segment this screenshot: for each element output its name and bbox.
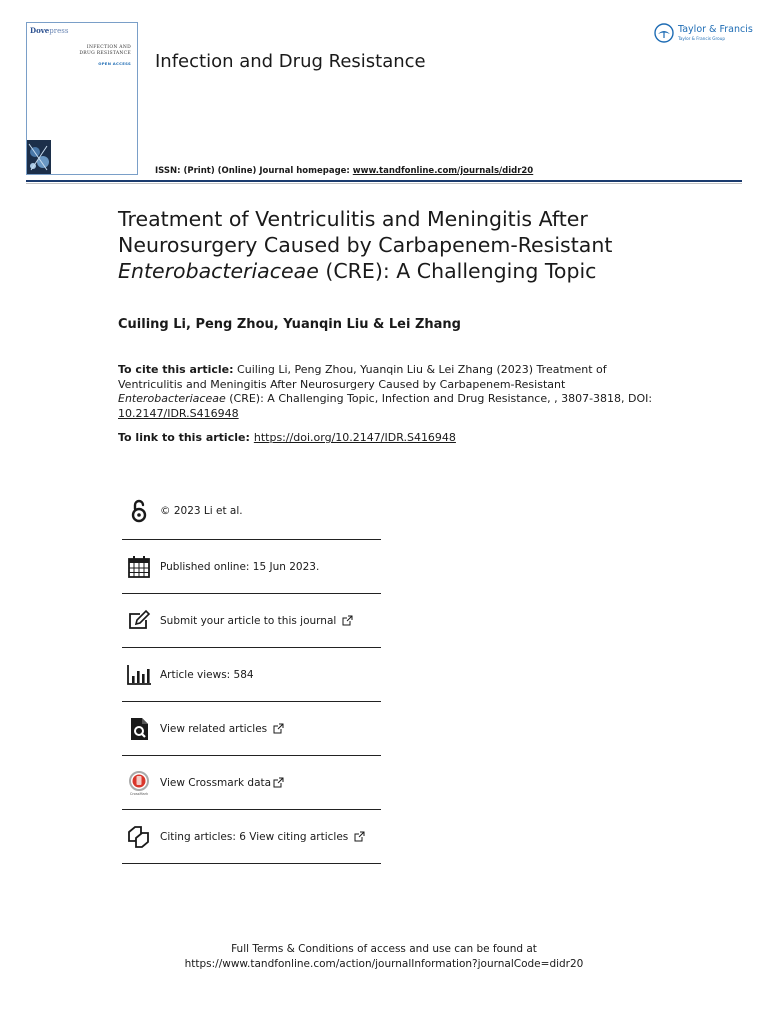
publisher-name: Taylor & Francis (678, 24, 753, 35)
citation-label: To cite this article: (118, 363, 234, 376)
submit-article-row[interactable] (122, 594, 381, 648)
citation-doi-link[interactable]: 10.2147/IDR.S416948 (118, 406, 239, 420)
citation-block: To cite this article: Cuiling Li, Peng Zhou, Yuanqin Liu & Lei Zhang (2023) Treatment of Ventriculitis and Meningitis After Neurosurgery Caused by Carbapenem-Resistant Enterobacteriaceae (CRE): A Challenging Topic, Infection and Drug Resistance, , 3807-3818, DOI: 10.2147/IDR.S416948 (118, 363, 653, 420)
published-row (122, 540, 381, 594)
journal-cover-thumbnail (26, 22, 138, 175)
related-search-icon (126, 716, 152, 742)
terms-url[interactable]: https://www.tandfonline.com/action/journalInformation?journalCode=didr20 (184, 958, 584, 970)
publisher-group: Taylor & Francis Group (678, 36, 726, 41)
related-articles-row[interactable] (122, 702, 381, 756)
crossmark-link[interactable]: View Crossmark data (160, 776, 272, 789)
cover-journal-title: INFECTION AND DRUG RESISTANCE (79, 45, 131, 56)
bar-chart-icon (126, 662, 152, 688)
external-link-icon (273, 777, 284, 788)
open-access-icon (126, 498, 152, 524)
header-divider-secondary (26, 183, 742, 184)
cover-artwork (27, 140, 51, 174)
terms-text: Full Terms & Conditions of access and use can be found at (231, 943, 537, 955)
article-link-line (118, 431, 456, 444)
journal-name: Infection and Drug Resistance (155, 51, 426, 72)
title-italic-term: Enterobacteriaceae (118, 259, 319, 283)
svg-text:CrossMark: CrossMark (129, 791, 149, 796)
header-divider (26, 180, 742, 182)
submit-article-link[interactable]: Submit your article to this journal (160, 614, 337, 627)
article-info-list (122, 482, 381, 864)
citing-articles-icon (126, 824, 152, 850)
copyright-text: © 2023 Li et al. (160, 504, 243, 517)
external-link-icon (342, 615, 353, 626)
published-date-text: Published online: 15 Jun 2023. (160, 560, 320, 573)
calendar-icon (126, 554, 152, 580)
article-doi-url[interactable]: https://doi.org/10.2147/IDR.S416948 (253, 431, 456, 444)
crossmark-row[interactable] (122, 756, 381, 810)
crossmark-icon (126, 770, 152, 796)
article-title: Treatment of Ventriculitis and Meningitis After Neurosurgery Caused by Carbapenem-Resistant Enterobacteriaceae (CRE): A Challenging Topic (118, 207, 613, 283)
article-authors: Cuiling Li, Peng Zhou, Yuanqin Liu & Lei Zhang (118, 317, 461, 332)
cover-open-access-label: OPEN ACCESS (98, 61, 131, 66)
cover-brand: Dovepress (30, 26, 69, 35)
publisher-logo[interactable] (654, 22, 753, 48)
article-link-label: To link to this article: (118, 431, 250, 444)
citing-articles-link[interactable]: Citing articles: 6 View citing articles (160, 830, 349, 843)
citing-articles-row[interactable] (122, 810, 381, 864)
issn-label: ISSN: (Print) (Online) Journal homepage: (155, 166, 350, 176)
article-views-text: Article views: 584 (160, 668, 254, 681)
external-link-icon (273, 723, 284, 734)
external-link-icon (354, 831, 365, 842)
article-views-row (122, 648, 381, 702)
issn-line (155, 166, 533, 176)
journal-homepage-link[interactable]: www.tandfonline.com/journals/didr20 (352, 166, 534, 176)
edit-icon (126, 608, 152, 634)
related-articles-link[interactable]: View related articles (160, 722, 268, 735)
copyright-row (122, 482, 381, 540)
taylor-francis-icon (654, 23, 674, 43)
terms-footer (0, 942, 768, 972)
